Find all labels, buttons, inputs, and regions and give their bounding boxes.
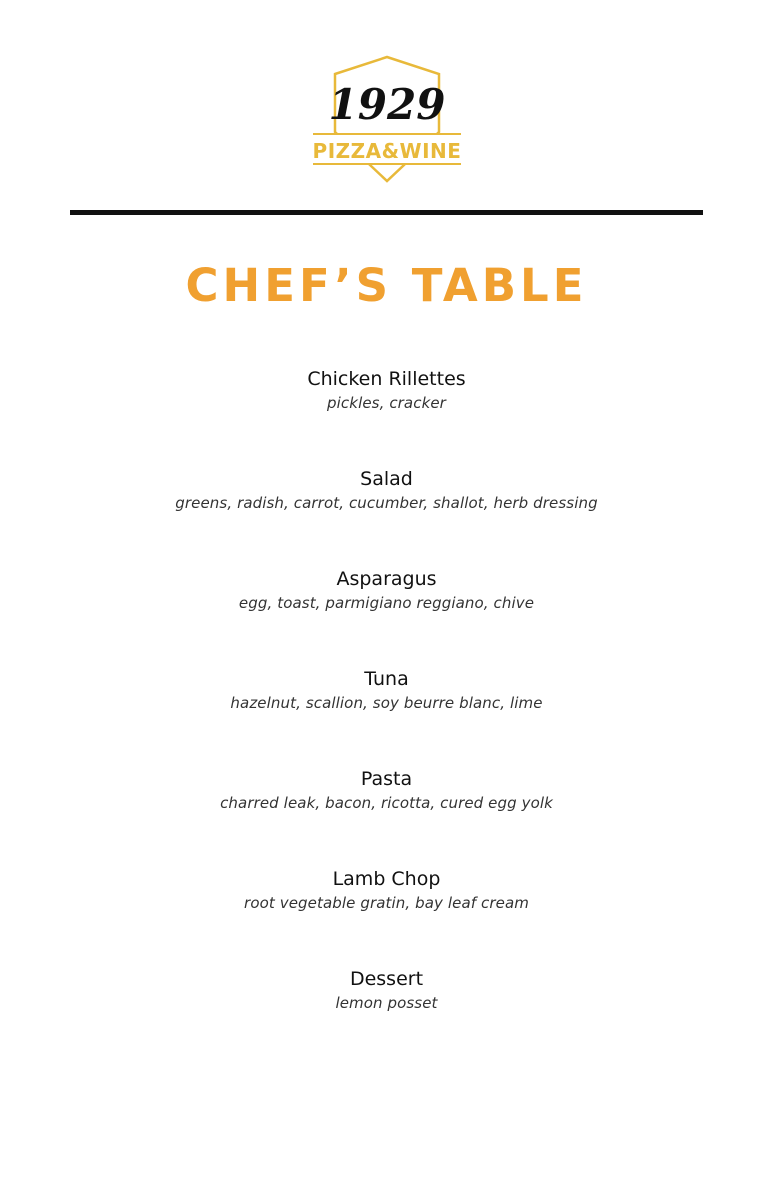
course-name: Salad	[360, 468, 413, 490]
restaurant-logo	[311, 54, 463, 184]
course-description: charred leak, bacon, ricotta, cured egg yolk	[220, 794, 553, 812]
course-list	[0, 366, 773, 1066]
course-item	[0, 366, 773, 466]
course-description: hazelnut, scallion, soy beurre blanc, lime	[230, 694, 543, 712]
logo-subtitle: PIZZA&WINE	[312, 139, 462, 163]
course-description: lemon posset	[335, 994, 438, 1012]
course-description: greens, radish, carrot, cucumber, shallot, herb dressing	[175, 494, 598, 512]
course-name: Tuna	[364, 668, 409, 690]
course-name: Pasta	[360, 768, 413, 790]
course-name: Chicken Rillettes	[307, 368, 466, 390]
course-description: pickles, cracker	[327, 394, 446, 412]
course-name: Dessert	[349, 968, 424, 990]
course-item	[0, 466, 773, 566]
logo-year: 1929	[328, 80, 446, 129]
course-item	[0, 966, 773, 1066]
course-item	[0, 566, 773, 666]
divider	[70, 210, 703, 215]
course-description: root vegetable gratin, bay leaf cream	[244, 894, 529, 912]
course-name: Asparagus	[336, 568, 437, 590]
course-description: egg, toast, parmigiano reggiano, chive	[238, 594, 535, 612]
course-item	[0, 866, 773, 966]
menu-title: CHEF’S TABLE	[185, 259, 588, 312]
shield-crest-icon	[311, 54, 463, 184]
course-item	[0, 766, 773, 866]
course-item	[0, 666, 773, 766]
course-name: Lamb Chop	[332, 868, 441, 890]
